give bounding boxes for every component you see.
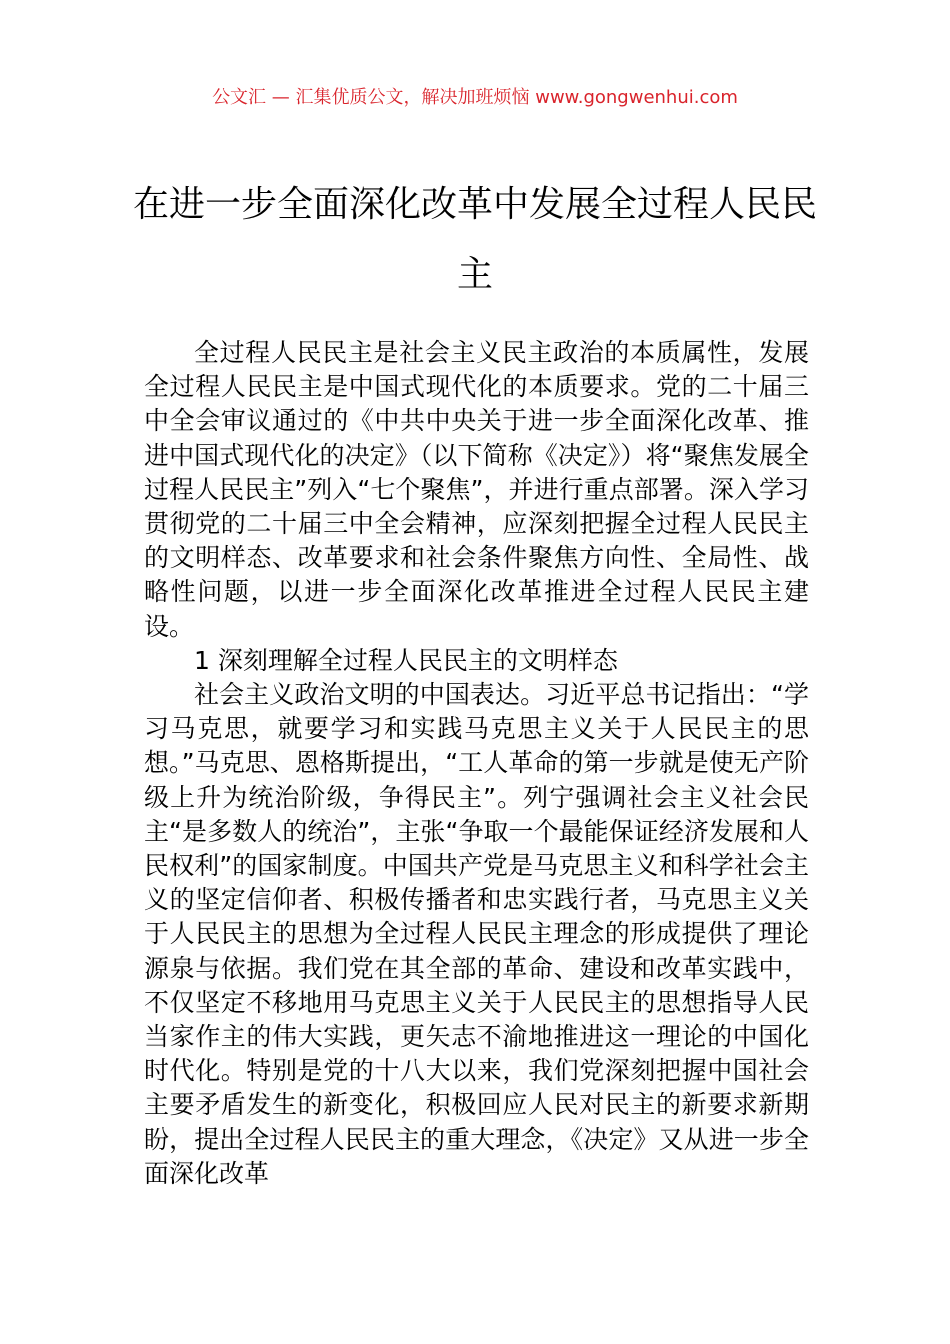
section-heading: 1 深刻理解全过程人民民主的文明样态 (194, 645, 618, 675)
paragraph-section-1: 社会主义政治文明的中国表达。习近平总书记指出：“学习马克思，就要学习和实践马克思主义关于人民民主的思想。”马克思、恩格斯提出，“工人革命的第一步就是使无产阶级上升为统治阶级，争得民主”。列宁强调社会主义社会民主“是多数人的统治”，主张“争取一个最能保证经济发展和人民权利”的国家制度。中国共产党是马克思主义和科学社会主义的坚定信仰者、积极传播者和忠实践行者，马克思主义关于人民民主的思想为全过程人民民主理念的形成提供了理论源泉与依据。我们党在其全部的革命、建设和改革实践中，不仅坚定不移地用马克思主义关于人民民主的思想指导人民当家作主的伟大实践，更矢志不渝地推进这一理论的中国化时代化。特别是党的十八大以来，我们党深刻把握中国社会主要矛盾发生的新变化，积极回应人民对民主的新要求新期盼，提出全过程人民民主的重大理念，《决定》又从进一步全面深化改革 (144, 680, 809, 1188)
site-header-banner: 公文汇 — 汇集优质公文，解决加班烦恼 www.gongwenhui.com (212, 87, 738, 108)
document-title: 在进一步全面深化改革中发展全过程人民民主 (132, 184, 817, 295)
paragraph-intro: 全过程人民民主是社会主义民主政治的本质属性，发展全过程人民民主是中国式现代化的本质要求。党的二十届三中全会审议通过的《中共中央关于进一步全面深化改革、推进中国式现代化的决定》（以下简称《决定》）将“聚焦发展全过程人民民主”列入“七个聚焦”，并进行重点部署。深入学习贯彻党的二十届三中全会精神，应深刻把握全过程人民民主的文明样态、改革要求和社会条件聚焦方向性、全局性、战略性问题，以进一步全面深化改革推进全过程人民民主建设。 (144, 338, 809, 641)
document-body (144, 336, 809, 1191)
